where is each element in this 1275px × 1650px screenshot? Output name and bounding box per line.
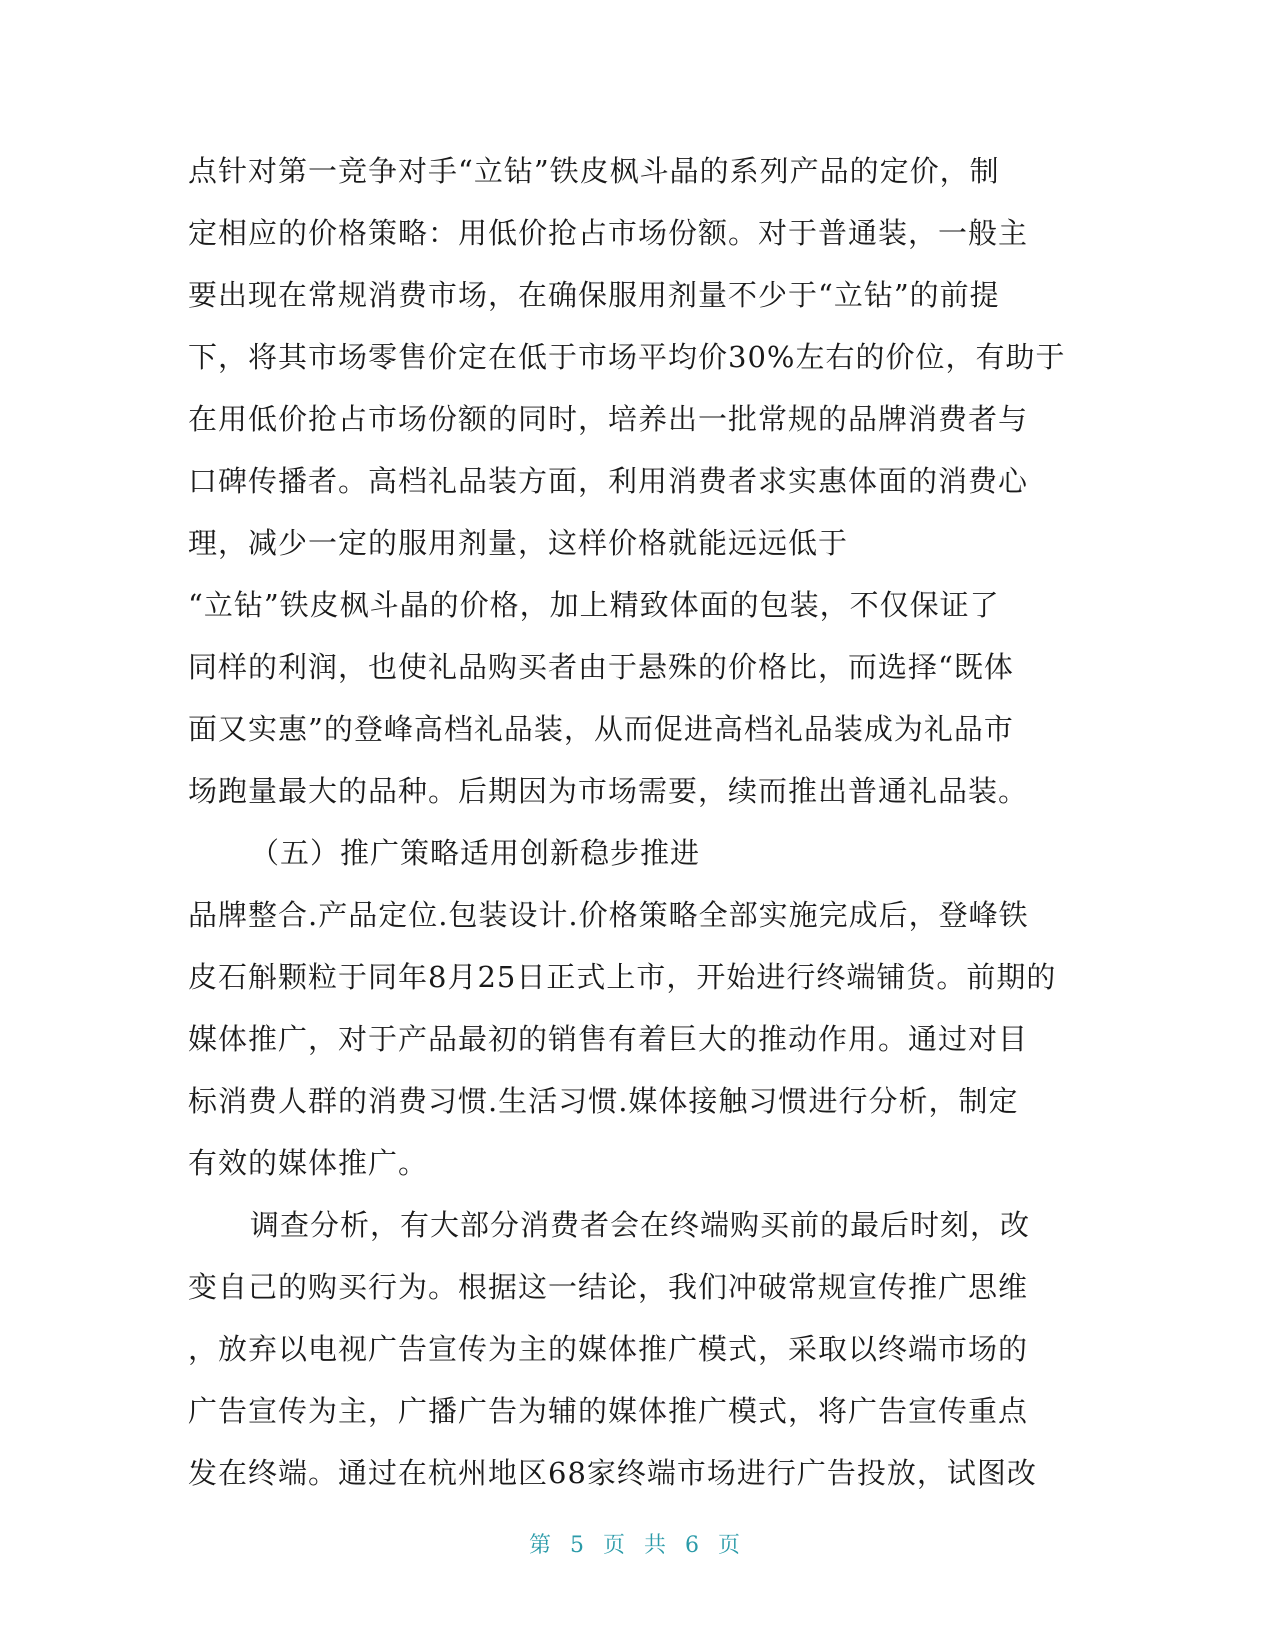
text-line: 品牌整合.产品定位.包装设计.价格策略全部实施完成后，登峰铁 xyxy=(188,898,1029,932)
text-line: 在用低价抢占市场份额的同时，培养出一批常规的品牌消费者与 xyxy=(188,402,1029,436)
text-line: 广告宣传为主，广播广告为辅的媒体推广模式，将广告宣传重点 xyxy=(188,1394,1029,1428)
text-line: ，放弃以电视广告宣传为主的媒体推广模式，采取以终端市场的 xyxy=(188,1332,1029,1366)
text-line: 面又实惠”的登峰高档礼品装，从而促进高档礼品装成为礼品市 xyxy=(188,712,1014,746)
text-line: 标消费人群的消费习惯.生活习惯.媒体接触习惯进行分析，制定 xyxy=(188,1084,1019,1118)
text-line: “立钻”铁皮枫斗晶的价格，加上精致体面的包装，不仅保证了 xyxy=(188,588,1000,622)
text-line: 定相应的价格策略：用低价抢占市场份额。对于普通装，一般主 xyxy=(188,216,1029,250)
text-line: 场跑量最大的品种。后期因为市场需要，续而推出普通礼品装。 xyxy=(188,774,1029,808)
text-line: 媒体推广，对于产品最初的销售有着巨大的推动作用。通过对目 xyxy=(188,1022,1029,1056)
text-line: 同样的利润，也使礼品购买者由于悬殊的价格比，而选择“既体 xyxy=(188,650,1014,684)
body-text xyxy=(188,140,1088,1504)
text-line: 口碑传播者。高档礼品装方面，利用消费者求实惠体面的消费心 xyxy=(188,464,1029,498)
text-line: 变自己的购买行为。根据这一结论，我们冲破常规宣传推广思维 xyxy=(188,1270,1029,1304)
text-line: 发在终端。通过在杭州地区68家终端市场进行广告投放，试图改 xyxy=(188,1456,1037,1490)
text-line: 下，将其市场零售价定在低于市场平均价30%左右的价位，有助于 xyxy=(188,340,1066,374)
page-number-footer: 第 5 页 共 6 页 xyxy=(529,1533,746,1558)
text-line: 调查分析，有大部分消费者会在终端购买前的最后时刻，改 xyxy=(250,1208,1031,1242)
text-line: 要出现在常规消费市场，在确保服用剂量不少于“立钻”的前提 xyxy=(188,278,1000,312)
text-line: 有效的媒体推广。 xyxy=(188,1146,429,1180)
section-heading: （五）推广策略适用创新稳步推进 xyxy=(250,836,701,870)
text-line: 理，减少一定的服用剂量，这样价格就能远远低于 xyxy=(188,526,849,560)
text-line: 点针对第一竞争对手“立钻”铁皮枫斗晶的系列产品的定价，制 xyxy=(188,154,1000,188)
text-line: 皮石斛颗粒于同年8月25日正式上市，开始进行终端铺货。前期的 xyxy=(188,960,1057,994)
